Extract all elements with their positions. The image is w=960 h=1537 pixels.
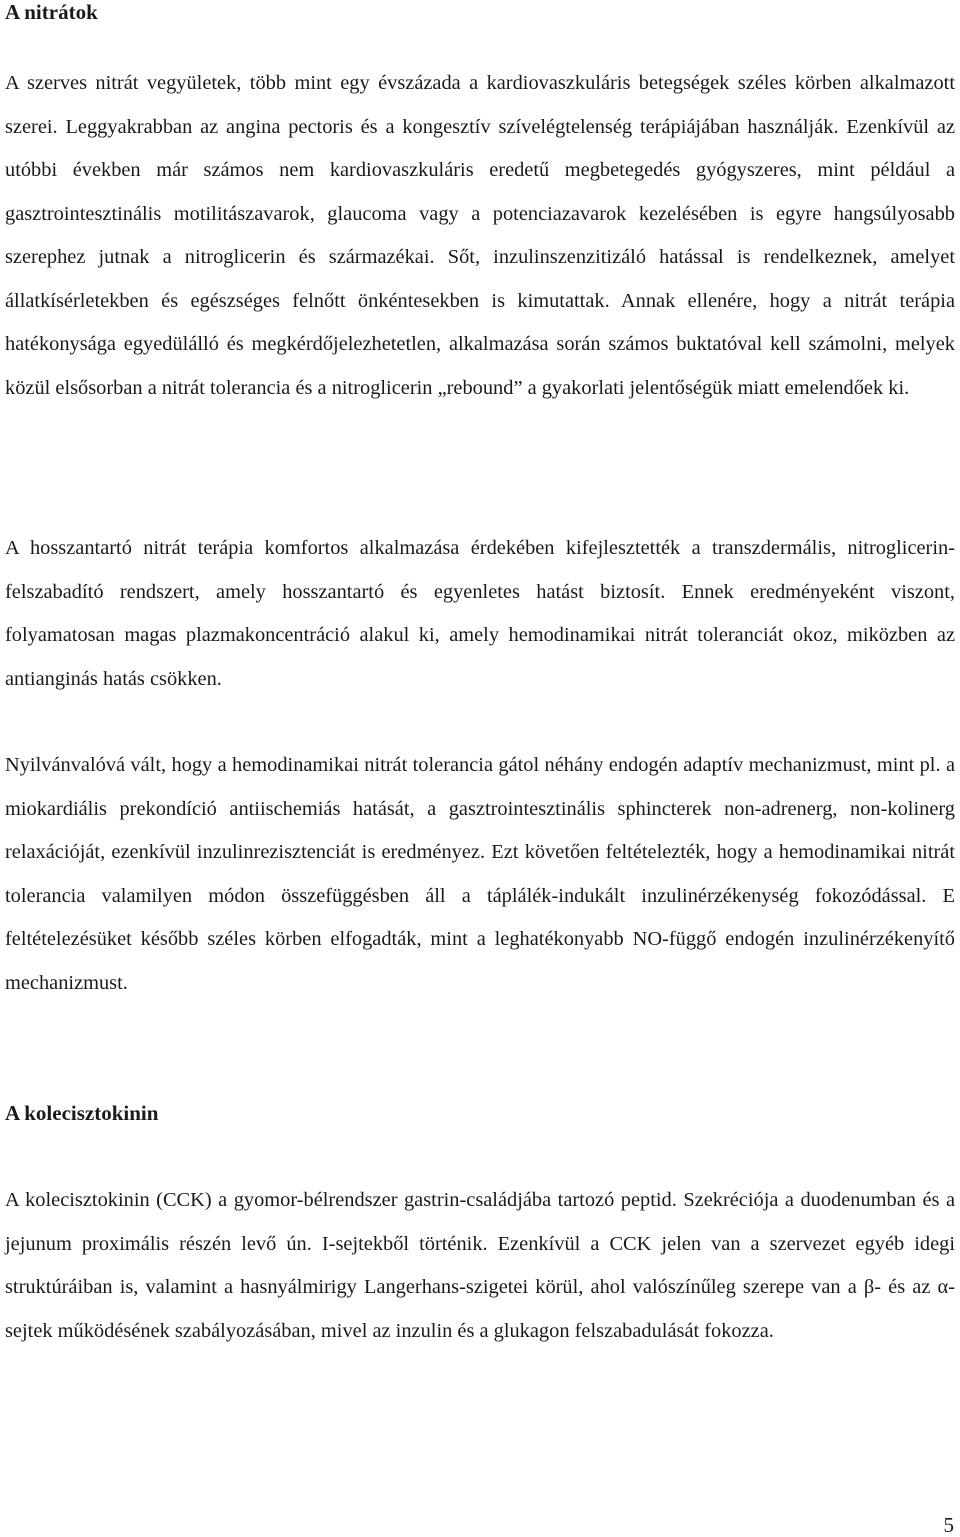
- paragraph-transdermal-therapy: A hosszantartó nitrát terápia komfortos alkalmazása érdekében kifejlesztették a transzdermális, nitroglicerin-felszabadító rendszert, amely hosszantartó és egyenletes hatást biztosít. Ennek eredményeként viszont, folyamatosan magas plazmakoncentráció alakul ki, amely hemodinamikai nitrát toleranciát okoz, miközben az antianginás hatás csökken.: [5, 537, 955, 690]
- paragraph-nitrate-tolerance: Nyilvánvalóvá vált, hogy a hemodinamikai nitrát tolerancia gátol néhány endogén adaptív mechanizmust, mint pl. a miokardiális prekondíció antiischemiás hatását, a gasztrointesztinális sphincterek non-adrenerg, non-kolinerg relaxációját, ezenkívül inzulinrezisztenciát is eredményez. Ezt követően feltételezték, hogy a hemodinamikai nitrát tolerancia valamilyen módon összefüggésben áll a táplálék-indukált inzulinérzékenység fokozódással. E feltételezésüket később széles körben elfogadták, mint a leghatékonyabb NO-függő endogén inzulinérzékenyítő mechanizmust.: [5, 754, 955, 994]
- section-heading-nitratok: A nitrátok: [5, 0, 98, 24]
- paragraph-nitratok-intro: A szerves nitrát vegyületek, több mint egy évszázada a kardiovaszkuláris betegségek széles körben alkalmazott szerei. Leggyakrabban az angina pectoris és a kongesztív szívelégtelenség terápiájában használják. Ezenkívül az utóbbi években már számos nem kardiovaszkuláris eredetű megbetegedés gyógyszeres, mint például a gasztrointesztinális motilitászavarok, glaucoma vagy a potenciazavarok kezelésében is egyre hangsúlyosabb szerephez jutnak a nitroglicerin és származékai. Sőt, inzulinszenzitizáló hatással is rendelkeznek, amelyet állatkísérletekben és egészséges felnőtt önkéntesekben is kimutattak. Annak ellenére, hogy a nitrát terápia hatékonysága egyedülálló és megkérdőjelezhetetlen, alkalmazása során számos buktatóval kell számolni, melyek közül elsősorban a nitrát tolerancia és a nitroglicerin „rebound” a gyakorlati jelentőségük miatt emelendőek ki.: [5, 72, 955, 399]
- paragraph-kolecisztokinin: A kolecisztokinin (CCK) a gyomor-bélrendszer gastrin-családjába tartozó peptid. Szekréciója a duodenumban és a jejunum proximális részén levő ún. I-sejtekből történik. Ezenkívül a CCK jelen van a szervezet egyéb idegi struktúráiban is, valamint a hasnyálmirigy Langerhans-szigetei körül, ahol valószínűleg szerepe van a β- és az α-sejtek működésének szabályozásában, mivel az inzulin és a glukagon felszabadulását fokozza.: [5, 1189, 955, 1342]
- section-heading-kolecisztokinin: A kolecisztokinin: [5, 1101, 159, 1125]
- page-number: 5: [943, 1513, 954, 1537]
